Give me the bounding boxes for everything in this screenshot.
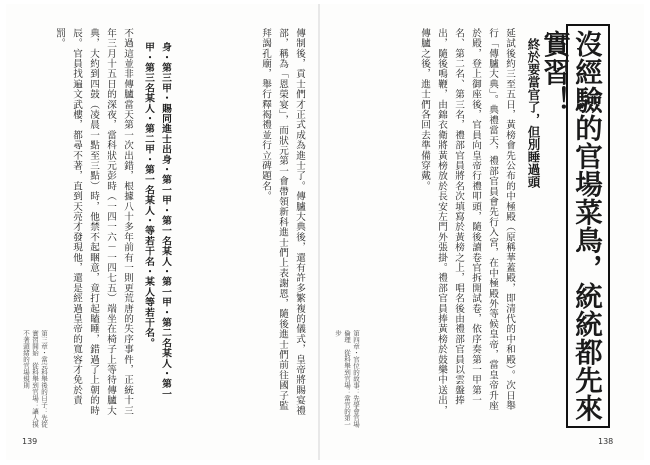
chapter-title: 沒經驗的官場菜鳥，統統都先來實習！: [538, 30, 602, 422]
running-head-left: 第三章・當完科舉後的日子：先從實習開始 從科舉到官場：讓人摸不著頭緒的官場規則: [22, 330, 48, 428]
book-gutter: [318, 4, 320, 460]
page-number-right: 138: [598, 437, 614, 446]
right-page-body: 延試後約三至五日，黃榜會先公布的中極殿（原稱華蓋殿，即清代的中和殿）。次日舉行「傳臚大典」。典禮當天，禮部官員會先行入宮，在中極殿外等候皇帝，當皇帝升座於殿，登上御座後，官員向皇帝行禮叩頭，隨後讀卷官拆開試卷，依序奏第一甲第一名、第二名、第三名，禮部官員將名次填寫於黃榜之上，唱名後由禮部官員以雲盤捧出，隨後鳴鞭，由錦衣衛將黃榜放於長安左門外張掛。禮部官員捧黃榜於鼓樂中送出，傳臚之後，進士們各回去準備穿戴。: [419, 28, 515, 416]
section-subtitle: 終於要當官了，但別睡過頭: [526, 38, 541, 188]
chapter-title-box: [538, 24, 610, 428]
decree-quote: 身・第三甲・賜同進士出身・第一甲・第一名某人・第一甲・第二名某人・第一甲・第三名某人・第二甲・第一名某人・等若干名・某人等若干名。: [143, 42, 171, 399]
page-number-left: 139: [22, 437, 38, 446]
left-page-body-b: 不過這並非傳臚當天第一次出錯，根據八十多年前有一則更荒唐的失序事件，正統十三年三月十五日的深夜，當科狀元彭時（一四一六－一四七五）端坐在椅子上等待傳臚大典，大約到四鼓（凌晨一點至三點）時，他禁不起睏意，竟打起瞌睡，錯過了上朝的時辰。官員找遍文武樓，都尋不著，直到天亮才發現他，還是經過皇帝的寬容才免於責罰。: [54, 28, 133, 416]
left-page-body-a: 傳制後，貢士們才正式成為進士了。傳臚大典後，還有許多繁複的儀式，皇帝將賜宴禮部，稱為「恩榮宴」，而狀元第一會帶領新科進士們上表謝恩，隨後進士們前往國子監拜謁孔廟，舉行釋褐禮並行立碑題名。: [260, 28, 305, 416]
running-head-right: 第四章・官位的故事：先學會官場倫理 從科舉到官場：當官的第一步: [334, 330, 360, 428]
